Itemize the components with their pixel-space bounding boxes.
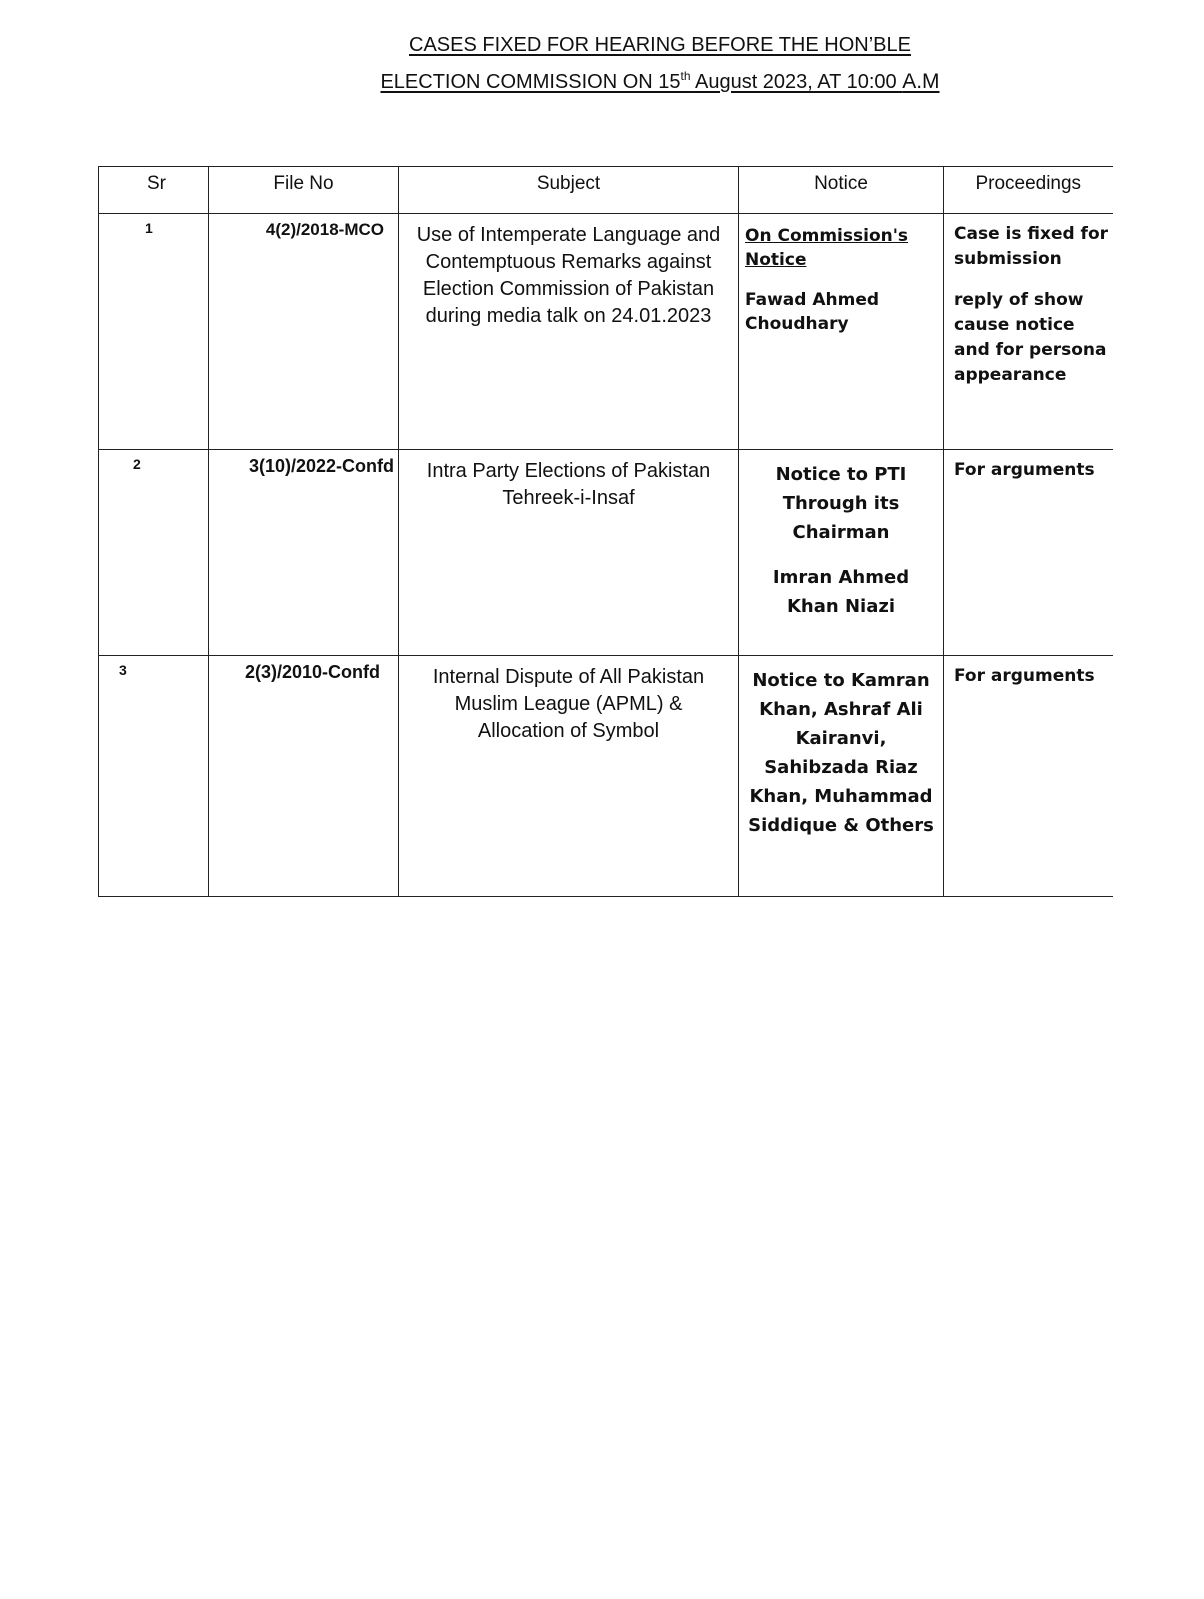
table-row — [99, 656, 1113, 897]
subject-value: Use of Intemperate Language and Contemptuous Remarks against Election Commission of Pakistan during media talk on 24.01.2023 — [416, 224, 721, 327]
cell-notice — [739, 656, 944, 897]
file-no-value: 2(3)/2010-Confd — [244, 662, 380, 682]
title-line-2 — [300, 61, 1020, 98]
proceedings-block — [944, 214, 1113, 388]
notice-title: Notice to Kamran Khan, Ashraf Ali Kairanvi, Sahibzada Riaz Khan, Muhammad Siddique & Others — [748, 670, 934, 836]
header-file-no: File No — [209, 167, 399, 214]
document-title — [300, 30, 1020, 98]
table-header-row — [99, 167, 1113, 214]
title-line-1: CASES FIXED FOR HEARING BEFORE THE HON’BLE — [409, 34, 911, 56]
sr-value: 3 — [119, 662, 127, 678]
sr-value: 2 — [133, 456, 141, 472]
cell-subject — [399, 656, 739, 897]
file-no-value: 4(2)/2018-MCO — [265, 220, 384, 239]
cell-subject — [399, 214, 739, 450]
cell-file-no — [209, 656, 399, 897]
cell-sr — [99, 214, 209, 450]
proceedings-value: For arguments — [954, 666, 1095, 686]
table-row — [99, 450, 1113, 656]
proceedings-value: For arguments — [954, 460, 1095, 480]
proceedings-line-2: reply of show cause notice and for persona appearance — [954, 290, 1107, 385]
header-sr: Sr — [99, 167, 209, 214]
notice-title: Notice to PTI Through its Chairman — [775, 464, 907, 543]
subject-value: Intra Party Elections of Pakistan Tehreek-i-Insaf — [426, 460, 711, 509]
notice-block — [739, 450, 943, 621]
title-line-2-end: A.M — [902, 70, 940, 93]
cell-notice — [739, 214, 944, 450]
cell-sr — [99, 656, 209, 897]
title-line-2-mid: August 2023, AT 10:00 — [690, 71, 903, 93]
header-notice: Notice — [739, 167, 944, 214]
cases-table — [98, 166, 1113, 897]
cell-notice — [739, 450, 944, 656]
header-subject: Subject — [399, 167, 739, 214]
proceedings-line-1: Case is fixed for submission — [954, 224, 1109, 269]
notice-name: Imran Ahmed Khan Niazi — [772, 567, 910, 617]
cell-file-no — [209, 450, 399, 656]
file-no-value: 3(10)/2022-Confd — [248, 456, 394, 476]
cell-proceedings — [944, 214, 1113, 450]
notice-title: On Commission's Notice — [745, 226, 909, 270]
cell-proceedings — [944, 656, 1113, 897]
table-row — [99, 214, 1113, 450]
title-line-2-sup: th — [680, 69, 691, 83]
cell-sr — [99, 450, 209, 656]
cell-subject — [399, 450, 739, 656]
notice-block — [739, 214, 943, 336]
cell-proceedings — [944, 450, 1113, 656]
notice-name: Fawad Ahmed Choudhary — [745, 290, 880, 334]
subject-value: Internal Dispute of All Pakistan Muslim League (APML) & Allocation of Symbol — [432, 666, 705, 742]
sr-value: 1 — [145, 220, 153, 236]
title-line-2-prefix: ELECTION COMMISSION ON 15 — [380, 71, 681, 93]
header-proceedings: Proceedings — [944, 167, 1113, 214]
cell-file-no — [209, 214, 399, 450]
